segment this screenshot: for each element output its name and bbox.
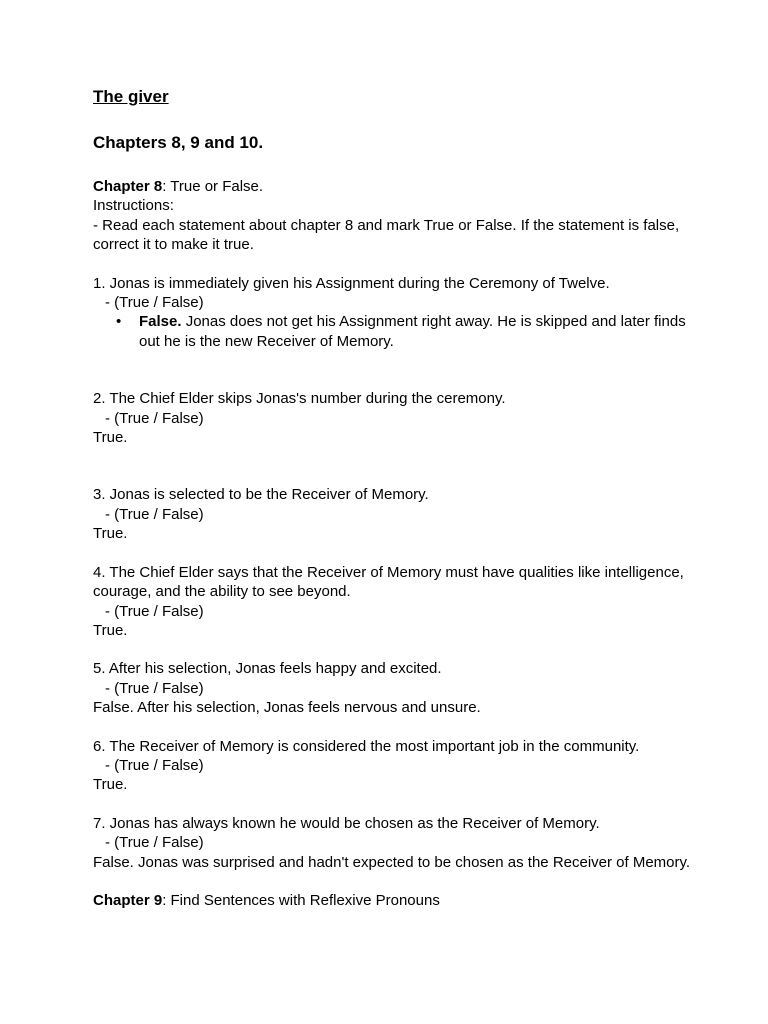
true-false-options: - (True / False) [105, 679, 204, 697]
chapter-8-label-suffix: : True or False. [162, 178, 264, 195]
question-item [93, 659, 693, 717]
document-title: The giver [93, 87, 169, 106]
answer-text: False. Jonas was surprised and hadn't expected to be chosen as the Receiver of Memory. [93, 853, 691, 871]
true-false-options: - (True / False) [105, 834, 204, 852]
instructions-text: - Read each statement about chapter 8 and mark True or False. If the statement is false, correct it to make it true. [93, 216, 684, 254]
answer-text: True. [93, 525, 128, 543]
answer-text: True. [93, 429, 128, 447]
answer-explanation: Jonas does not get his Assignment right away. He is skipped and later finds out he is the new Receiver of Memory. [139, 313, 686, 350]
instructions-heading: Instructions: [93, 197, 174, 215]
question-item [93, 737, 693, 795]
answer-bullet-item [116, 312, 693, 351]
document-subtitle: Chapters 8, 9 and 10. [93, 133, 264, 152]
true-false-options: - (True / False) [105, 505, 204, 523]
answer-text: True. [93, 776, 128, 794]
question-text: 4. The Chief Elder says that the Receiver of Memory must have qualities like intelligence, courage, and the ability to see beyond. [93, 563, 689, 601]
question-item [93, 563, 693, 641]
chapter-9-label-suffix: : Find Sentences with Reflexive Pronouns [162, 891, 440, 909]
question-text: 3. Jonas is selected to be the Receiver of Memory. [93, 486, 429, 504]
question-item [93, 274, 693, 352]
question-item [93, 389, 693, 447]
true-false-options: - (True / False) [105, 409, 204, 427]
answer-text: False. After his selection, Jonas feels nervous and unsure. [93, 699, 481, 717]
document-page [93, 86, 693, 910]
answer-verdict: False. [139, 313, 182, 331]
question-text: 7. Jonas has always known he would be chosen as the Receiver of Memory. [93, 814, 600, 832]
question-item [93, 814, 693, 872]
chapter-9-section [93, 891, 693, 910]
chapter-9-label: Chapter 9 [93, 891, 163, 909]
question-text: 5. After his selection, Jonas feels happy and excited. [93, 660, 442, 678]
question-text: 2. The Chief Elder skips Jonas's number during the ceremony. [93, 390, 506, 408]
bullet-icon: • [116, 313, 122, 331]
true-false-options: - (True / False) [105, 294, 204, 312]
question-item [93, 485, 693, 543]
true-false-options: - (True / False) [105, 756, 204, 774]
question-text: 1. Jonas is immediately given his Assignment during the Ceremony of Twelve. [93, 274, 610, 292]
chapter-8-heading [93, 177, 693, 196]
chapter-9-heading [93, 891, 693, 910]
chapter-8-label: Chapter 8 [93, 178, 163, 195]
chapter-8-section [93, 177, 693, 255]
answer-list [93, 312, 693, 351]
question-text: 6. The Receiver of Memory is considered the most important job in the community. [93, 737, 640, 755]
true-false-options: - (True / False) [105, 602, 204, 620]
answer-text: True. [93, 621, 128, 639]
